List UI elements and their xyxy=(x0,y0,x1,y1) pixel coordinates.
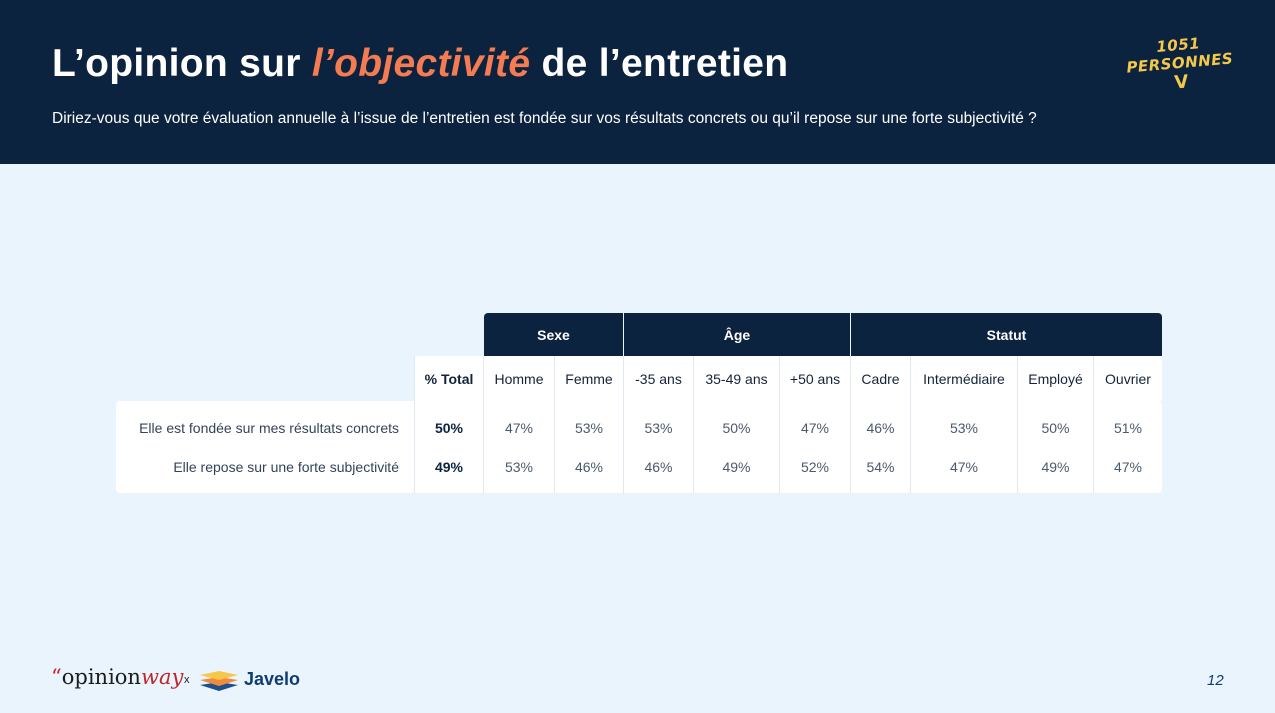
logo-way-text: way xyxy=(140,665,184,689)
sample-size-badge xyxy=(1122,31,1239,99)
column-header-under-35: -35 ans xyxy=(624,356,693,401)
table-cell: 46% xyxy=(644,459,673,475)
table-cell-total: 49% xyxy=(434,459,464,475)
javelo-layers-icon xyxy=(199,668,239,692)
column-header-total: % Total xyxy=(415,356,483,401)
table-cell: 51% xyxy=(1113,420,1143,436)
opinionway-logo xyxy=(51,665,183,689)
table-cell: 50% xyxy=(1041,420,1070,436)
page-title xyxy=(52,42,788,86)
row-label-subjectivite: Elle repose sur une forte subjectivité xyxy=(173,459,399,475)
question-text: Diriez-vous que votre évaluation annuelle à l’issue de l’entretien est fondée sur vos résultats concrets ou qu’il repose sur une forte subjectivité ? xyxy=(52,110,1037,127)
title-part-2: de l’entretien xyxy=(530,42,789,85)
table-cell: 49% xyxy=(722,459,751,475)
sample-count: 1051 PERSONNES xyxy=(1125,34,1234,77)
table-cell: 53% xyxy=(574,420,604,436)
table-cell: 47% xyxy=(1113,459,1143,475)
table-cell: 50% xyxy=(722,420,751,436)
table-cell: 52% xyxy=(800,459,830,475)
logo-quote-mark: “ xyxy=(51,665,62,689)
logo-opinion-text: opinion xyxy=(61,665,141,689)
chevron-down-icon: V xyxy=(1173,71,1190,94)
table-cell: 49% xyxy=(1041,459,1070,475)
header-band xyxy=(0,0,1275,164)
column-header-ouvrier: Ouvrier xyxy=(1094,356,1162,401)
column-header-cadre: Cadre xyxy=(851,356,910,401)
table-cell-total: 50% xyxy=(434,420,464,436)
table-cell: 46% xyxy=(574,459,604,475)
column-header-35-49: 35-49 ans xyxy=(694,356,779,401)
column-header-femme: Femme xyxy=(555,356,623,401)
group-header-sexe: Sexe xyxy=(484,313,623,356)
table-cell: 47% xyxy=(800,420,830,436)
group-header-statut: Statut xyxy=(851,313,1162,356)
column-header-employe: Employé xyxy=(1018,356,1093,401)
javelo-logo-text: Javelo xyxy=(244,669,301,689)
group-header-age: Âge xyxy=(624,313,850,356)
page-number: 12 xyxy=(1207,672,1224,689)
title-part-1: L’opinion sur xyxy=(52,42,312,85)
table-cell: 53% xyxy=(504,459,534,475)
title-accent: l’objectivité xyxy=(311,42,531,85)
row-label-concrets: Elle est fondée sur mes résultats concrets xyxy=(139,420,399,436)
logo-separator: x xyxy=(184,674,190,686)
table-cell: 47% xyxy=(949,459,979,475)
table-cell: 54% xyxy=(866,459,895,475)
table-cell: 53% xyxy=(644,420,673,436)
table-cell: 47% xyxy=(504,420,534,436)
column-header-intermediaire: Intermédiaire xyxy=(911,356,1017,401)
results-table-body xyxy=(116,401,1162,493)
table-cell: 53% xyxy=(949,420,979,436)
table-cell: 46% xyxy=(866,420,895,436)
column-header-over-50: +50 ans xyxy=(780,356,850,401)
column-header-homme: Homme xyxy=(484,356,554,401)
